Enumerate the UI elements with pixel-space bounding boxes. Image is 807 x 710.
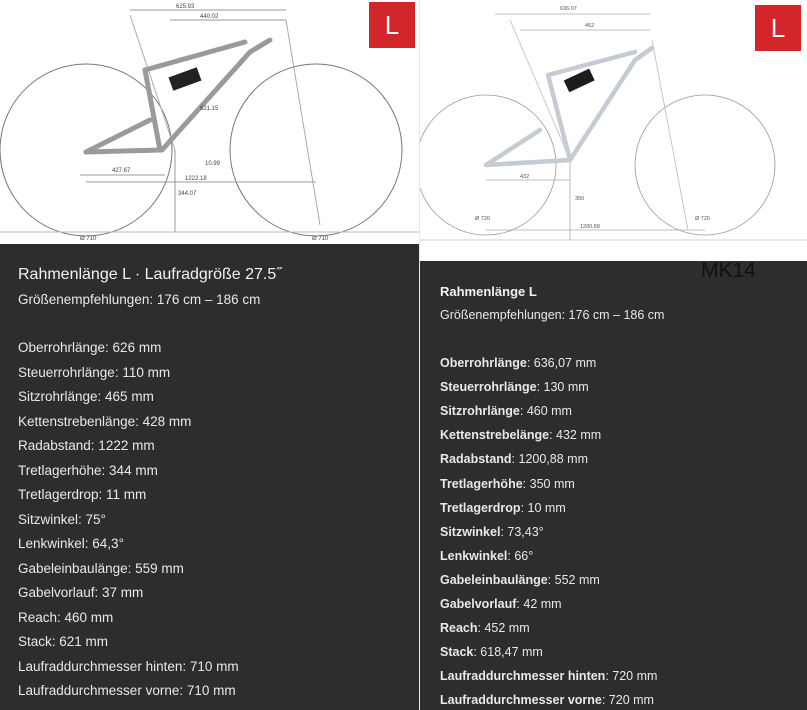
svg-text:Ø 720: Ø 720 <box>475 216 490 222</box>
right-size-recommendation: Größenempfehlungen: 176 cm – 186 cm <box>440 308 665 322</box>
left-spec-item: Radabstand: 1222 mm <box>18 438 155 453</box>
right-spec-value: : 618,47 mm <box>473 645 543 660</box>
right-spec-value: : 720 mm <box>601 693 654 708</box>
left-spec-item: Laufraddurchmesser hinten: 710 mm <box>18 658 239 674</box>
left-size-recommendation: Größenempfehlungen: 176 cm – 186 cm <box>18 292 261 307</box>
right-spec-label: Stack <box>440 645 474 660</box>
right-spec-item <box>440 693 654 707</box>
right-spec-value: : 130 mm <box>536 380 589 395</box>
right-spec-label: Sitzwinkel <box>440 524 501 539</box>
right-spec-item <box>440 428 601 442</box>
svg-text:Ø 720: Ø 720 <box>695 216 710 222</box>
right-spec-item <box>440 549 533 563</box>
right-size-badge: L <box>755 5 801 51</box>
left-frame-diagram <box>0 0 419 244</box>
right-front-wheel <box>635 95 775 235</box>
left-spec-item: Oberrohrlänge: 626 mm <box>18 340 162 355</box>
right-spec-value: : 720 mm <box>605 669 658 684</box>
right-spec-value: : 73,43° <box>500 524 544 539</box>
right-spec-value: : 636,07 mm <box>526 356 597 370</box>
right-spec-panel <box>420 261 807 710</box>
svg-text:Ø 710: Ø 710 <box>80 236 97 242</box>
right-spec-label: Gabeleinbaulänge <box>440 572 548 587</box>
svg-text:427.67: 427.67 <box>112 168 131 174</box>
svg-text:621.15: 621.15 <box>200 106 219 112</box>
right-spec-item <box>440 621 530 635</box>
left-spec-panel <box>0 244 419 710</box>
left-spec-item: Laufraddurchmesser vorne: 710 mm <box>18 683 236 698</box>
right-spec-item <box>440 404 572 418</box>
left-spec-item: Stack: 621 mm <box>18 634 109 649</box>
svg-text:344.07: 344.07 <box>178 191 197 197</box>
left-spec-item: Sitzrohrlänge: 465 mm <box>18 389 154 404</box>
right-spec-item <box>440 477 575 491</box>
right-spec-value: : 42 mm <box>516 597 562 611</box>
right-spec-label: Steuerrohrlänge <box>440 380 537 395</box>
right-spec-item <box>440 597 562 611</box>
left-spec-item: Sitzwinkel: 75° <box>18 511 106 527</box>
right-spec-value: : 432 mm <box>549 428 602 443</box>
right-spec-label: Radabstand <box>440 452 512 467</box>
right-spec-label: Gabelvorlauf <box>440 597 517 611</box>
left-spec-item: Kettenstrebenlänge: 428 mm <box>18 413 192 429</box>
right-shock <box>564 69 595 93</box>
left-front-wheel <box>230 64 402 236</box>
svg-text:10.99: 10.99 <box>205 161 221 167</box>
right-spec-title: Rahmenlänge L <box>440 284 537 299</box>
right-frame-diagram <box>420 0 807 261</box>
left-geometry-drawing <box>0 0 419 244</box>
left-spec-item: Gabelvorlauf: 37 mm <box>18 585 144 600</box>
right-spec-value: : 66° <box>507 548 534 563</box>
svg-text:1200.88: 1200.88 <box>580 224 600 230</box>
left-spec-title: Rahmenlänge L · Laufradgröße 27.5˝ <box>18 266 282 283</box>
right-spec-label: Tretlagerdrop <box>440 500 521 515</box>
right-spec-label: Sitzrohrlänge <box>440 404 520 419</box>
svg-text:350: 350 <box>575 196 585 202</box>
right-geometry-drawing <box>420 0 807 261</box>
svg-text:440.02: 440.02 <box>200 14 219 20</box>
right-spec-value: : 460 mm <box>519 404 572 419</box>
right-spec-item <box>440 669 657 683</box>
svg-text:452: 452 <box>585 23 595 29</box>
left-spec-item: Reach: 460 mm <box>18 609 114 625</box>
right-spec-label: Lenkwinkel <box>440 548 508 563</box>
svg-text:432: 432 <box>520 174 530 180</box>
right-spec-label: Tretlagerhöhe <box>440 476 523 491</box>
svg-text:625.93: 625.93 <box>176 4 195 10</box>
left-spec-item: Gabeleinbaulänge: 559 mm <box>18 560 184 576</box>
left-spec-item: Tretlagerhöhe: 344 mm <box>18 462 158 478</box>
left-spec-item: Tretlagerdrop: 11 mm <box>18 487 147 502</box>
right-spec-value: : 350 mm <box>522 476 575 491</box>
right-spec-label: Kettenstrebelänge <box>440 428 550 443</box>
svg-text:1222.18: 1222.18 <box>185 176 207 182</box>
right-spec-label: Reach <box>440 621 478 636</box>
right-spec-label: Oberrohrlänge <box>440 356 527 370</box>
right-spec-item <box>440 452 588 466</box>
right-spec-item <box>440 525 544 539</box>
left-spec-item: Lenkwinkel: 64,3° <box>18 536 124 551</box>
right-spec-label: Laufraddurchmesser hinten <box>440 669 606 684</box>
model-label: MK14 <box>701 259 756 282</box>
right-spec-label: Laufraddurchmesser vorne <box>440 693 602 708</box>
left-spec-item: Steuerrohrlänge: 110 mm <box>18 364 171 380</box>
right-spec-value: : 10 mm <box>520 500 566 515</box>
left-size-badge: L <box>369 2 415 48</box>
right-spec-item <box>440 573 600 587</box>
right-spec-value: : 552 mm <box>547 572 600 587</box>
right-spec-item <box>440 380 589 394</box>
right-spec-value: : 452 mm <box>477 621 530 636</box>
right-spec-value: : 1200,88 mm <box>511 452 588 467</box>
right-spec-item <box>440 645 543 659</box>
left-shock <box>169 67 202 90</box>
right-spec-item <box>440 356 596 370</box>
svg-text:Ø 710: Ø 710 <box>312 236 329 242</box>
svg-text:636.07: 636.07 <box>560 6 577 12</box>
right-spec-item <box>440 501 566 515</box>
